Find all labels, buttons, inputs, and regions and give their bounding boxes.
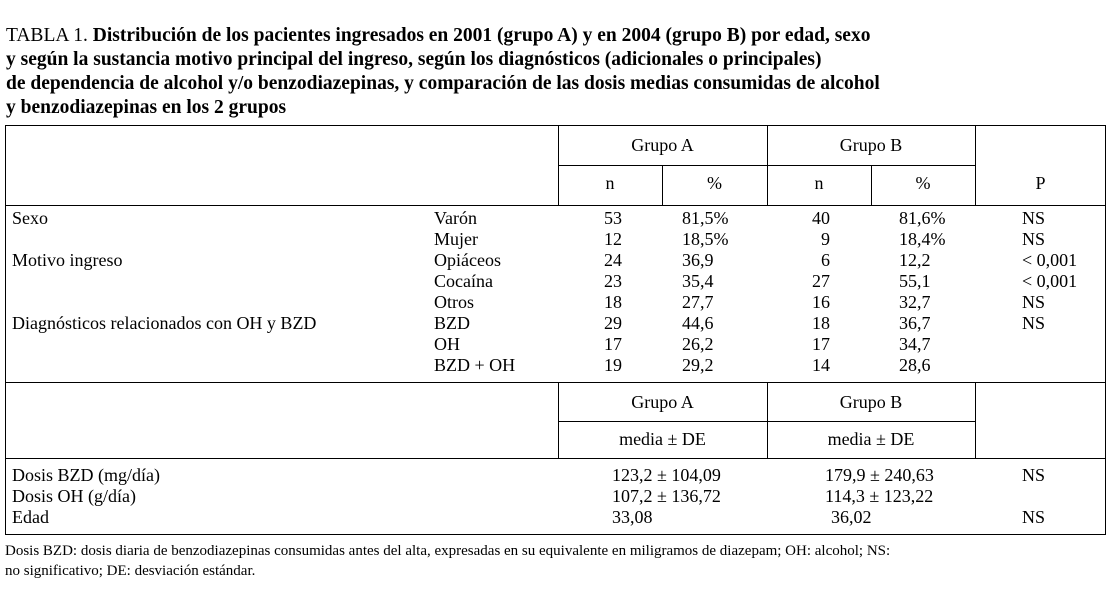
row-category: Motivo ingreso — [12, 250, 123, 270]
row-n-a: 53 — [604, 208, 622, 228]
row2-label: Dosis BZD (mg/día) — [12, 465, 160, 485]
row-n-b: 6 — [821, 250, 830, 270]
row-pct-b: 81,6% — [899, 208, 946, 228]
header2-stat-b: media ± DE — [827, 429, 915, 449]
caption-title-1: Distribución de los pacientes ingresados en 2001 (grupo A) y en 2004 (grupo B) por edad, sexo — [92, 25, 871, 46]
row2-value-a: 123,2 ± 104,09 — [612, 465, 721, 485]
caption-line-3: de dependencia de alcohol y/o benzodiazepinas, y comparación de las dosis medias consumidas de alcohol — [6, 73, 880, 94]
row-subcategory: Varón — [434, 208, 477, 228]
row-p: NS — [1022, 313, 1046, 333]
row-pct-b: 32,7 — [899, 292, 931, 312]
row-n-a: 18 — [604, 292, 622, 312]
row-pct-b: 18,4% — [899, 229, 946, 249]
header-n-a: n — [605, 173, 615, 193]
table-caption — [6, 24, 1106, 120]
row-subcategory: Opiáceos — [434, 250, 501, 270]
row2-label: Edad — [12, 507, 49, 527]
row2-p: NS — [1022, 465, 1046, 485]
header-pct-b: % — [915, 173, 931, 193]
row-n-a: 24 — [604, 250, 622, 270]
row2-value-b: 179,9 ± 240,63 — [825, 465, 934, 485]
row2-label: Dosis OH (g/día) — [12, 486, 136, 506]
rule-section2-top — [6, 382, 1105, 383]
row-subcategory: BZD + OH — [434, 355, 516, 375]
row-p: < 0,001 — [1022, 250, 1078, 270]
row-p: < 0,001 — [1022, 271, 1078, 291]
row2-value-a: 107,2 ± 136,72 — [612, 486, 721, 506]
row-pct-b: 12,2 — [899, 250, 931, 270]
row-pct-a: 35,4 — [682, 271, 714, 291]
header2-grupo-b: Grupo B — [839, 392, 903, 412]
row-pct-a: 29,2 — [682, 355, 714, 375]
row-pct-b: 36,7 — [899, 313, 931, 333]
row-p: NS — [1022, 229, 1046, 249]
row-n-b: 27 — [812, 271, 830, 291]
row-pct-a: 44,6 — [682, 313, 714, 333]
row-subcategory: Cocaína — [434, 271, 493, 291]
header2-grupo-a: Grupo A — [631, 392, 694, 412]
row-n-a: 23 — [604, 271, 622, 291]
caption-line-1 — [6, 24, 1106, 48]
header-n-b: n — [814, 173, 824, 193]
header-grupo-b: Grupo B — [839, 135, 903, 155]
row-n-b: 40 — [812, 208, 830, 228]
row2-p: NS — [1022, 507, 1046, 527]
rule-section2-bottom — [6, 458, 1105, 459]
row-subcategory: BZD — [434, 313, 470, 333]
row-n-a: 29 — [604, 313, 622, 333]
row-n-a: 19 — [604, 355, 622, 375]
header-p: P — [1035, 173, 1046, 193]
row-n-b: 18 — [812, 313, 830, 333]
table-footnote — [5, 542, 1111, 581]
row-pct-b: 55,1 — [899, 271, 931, 291]
header-pct-a: % — [707, 173, 722, 193]
row2-value-a: 33,08 — [612, 507, 653, 527]
row-n-b: 9 — [821, 229, 830, 249]
row-pct-b: 28,6 — [899, 355, 931, 375]
caption-line-4: y benzodiazepinas en los 2 grupos — [6, 97, 287, 118]
row-pct-b: 34,7 — [899, 334, 931, 354]
row-n-b: 14 — [812, 355, 830, 375]
caption-line-2: y según la sustancia motivo principal del ingreso, según los diagnósticos (adicionales o principales) — [6, 49, 822, 70]
row-pct-a: 81,5% — [682, 208, 729, 228]
data-table — [5, 125, 1106, 535]
row-p: NS — [1022, 292, 1046, 312]
row-n-b: 17 — [812, 334, 830, 354]
header-grupo-a: Grupo A — [631, 135, 694, 155]
row2-value-b: 36,02 — [831, 507, 872, 527]
row-n-a: 12 — [604, 229, 622, 249]
rule2-col-p-left — [975, 382, 976, 458]
row-category: Sexo — [12, 208, 48, 228]
row-pct-a: 18,5% — [682, 229, 729, 249]
row2-value-b: 114,3 ± 123,22 — [825, 486, 934, 506]
caption-lead: TABLA 1. — [6, 25, 93, 46]
row-pct-a: 26,2 — [682, 334, 714, 354]
row-n-b: 16 — [812, 292, 830, 312]
row-pct-a: 36,9 — [682, 250, 714, 270]
row-subcategory: Otros — [434, 292, 474, 312]
row-n-a: 17 — [604, 334, 622, 354]
row-category: Diagnósticos relacionados con OH y BZD — [12, 313, 317, 333]
rule-header-bottom — [6, 205, 1105, 206]
row-pct-a: 27,7 — [682, 292, 714, 312]
header2-stat-a: media ± DE — [619, 429, 706, 449]
row-p: NS — [1022, 208, 1046, 228]
row-subcategory: Mujer — [434, 229, 478, 249]
footnote-line-2: no significativo; DE: desviación estándar. — [5, 562, 256, 579]
footnote-line-1: Dosis BZD: dosis diaria de benzodiazepinas consumidas antes del alta, expresadas en su equivalente en miligramos de diazepam; OH: alcohol; NS: — [5, 543, 891, 559]
row-subcategory: OH — [434, 334, 460, 354]
